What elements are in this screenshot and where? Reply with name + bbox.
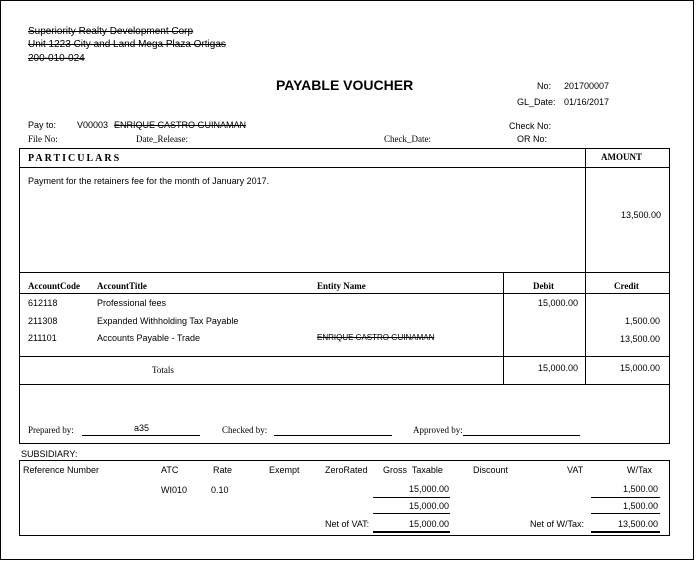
sub-discount-header: Discount bbox=[473, 465, 509, 475]
sub-gross-value: 15,000.00 bbox=[408, 484, 449, 494]
approved-by-label: Approved by: bbox=[413, 425, 463, 435]
divider bbox=[503, 272, 504, 384]
amount-header: AMOUNT bbox=[601, 152, 642, 162]
subsidiary-label: SUBSIDIARY: bbox=[21, 449, 78, 459]
net-wtax-label: Net of W/Tax: bbox=[530, 519, 585, 529]
account-title-header: AccountTitle bbox=[97, 281, 147, 291]
prepared-by-label: Prepared by: bbox=[28, 425, 74, 435]
sub-rate-header: Rate bbox=[213, 465, 233, 475]
row-3-code: 211101 bbox=[28, 333, 57, 343]
total-debit: 15,000.00 bbox=[537, 363, 578, 373]
row-1-code: 612118 bbox=[28, 298, 58, 308]
sub-zerorated-header: ZeroRated bbox=[325, 465, 368, 475]
divider bbox=[591, 497, 660, 498]
company-address: Unit 1223 City and Land Mega Plaza Ortigas bbox=[28, 39, 226, 50]
row-3-credit: 13,500.00 bbox=[619, 334, 660, 344]
sub-wtax-header: W/Tax bbox=[627, 465, 653, 475]
divider bbox=[19, 356, 670, 357]
row-1-title: Professional fees bbox=[97, 298, 167, 308]
divider bbox=[585, 148, 586, 384]
checked-signature-line bbox=[274, 435, 392, 436]
sub-gross-subtotal: 15,000.00 bbox=[408, 501, 449, 511]
divider bbox=[591, 531, 660, 533]
sub-vat-header: VAT bbox=[567, 465, 584, 475]
divider bbox=[591, 513, 660, 514]
payee-name: ENRIQUE CASTRO GUINAMAN bbox=[114, 120, 247, 130]
divider bbox=[373, 531, 450, 533]
divider bbox=[19, 167, 670, 168]
divider bbox=[19, 272, 670, 273]
row-1-debit: 15,000.00 bbox=[537, 298, 578, 308]
voucher-no-label: No: bbox=[537, 81, 552, 91]
account-code-header: AccountCode bbox=[28, 281, 80, 291]
approved-signature-line bbox=[463, 435, 580, 436]
file-no-label: File No: bbox=[28, 134, 58, 144]
row-2-code: 211308 bbox=[28, 316, 58, 326]
checked-by-label: Checked by: bbox=[222, 425, 268, 435]
net-vat-label: Net of VAT: bbox=[325, 519, 370, 529]
divider bbox=[373, 497, 450, 498]
row-3-entity: ENRIQUE CASTRO GUINAMAN bbox=[317, 333, 435, 342]
gl-date-value: 01/16/2017 bbox=[564, 97, 610, 107]
prepared-by-value: a35 bbox=[134, 423, 150, 433]
net-wtax-value: 13,500.00 bbox=[617, 519, 658, 529]
voucher-box bbox=[19, 148, 670, 444]
sub-rate-value: 0.10 bbox=[211, 485, 229, 495]
net-vat-value: 15,000.00 bbox=[408, 519, 449, 529]
row-2-title: Expanded Withholding Tax Payable bbox=[97, 316, 239, 326]
divider bbox=[19, 293, 670, 294]
totals-label: Totals bbox=[152, 365, 174, 375]
gl-date-label: GL_Date: bbox=[517, 97, 556, 107]
entity-name-header: Entity Name bbox=[317, 281, 366, 291]
credit-header: Credit bbox=[614, 281, 639, 291]
row-3-title: Accounts Payable - Trade bbox=[97, 333, 201, 343]
particulars-amount: 13,500.00 bbox=[620, 210, 661, 220]
page-title: PAYABLE VOUCHER bbox=[276, 77, 414, 93]
sub-reference-header: Reference Number bbox=[23, 465, 100, 475]
prepared-signature-line bbox=[82, 435, 200, 436]
total-credit: 15,000.00 bbox=[619, 363, 660, 373]
sub-wtax-value: 1,500.00 bbox=[622, 484, 658, 494]
sub-atc-value: WI010 bbox=[161, 485, 188, 495]
divider bbox=[19, 384, 670, 385]
company-name: Superiority Realty Development Corp bbox=[28, 26, 194, 37]
or-no-label: OR No: bbox=[517, 134, 548, 144]
payee-code: V00003 bbox=[77, 120, 109, 130]
sub-atc-header: ATC bbox=[161, 465, 179, 475]
divider bbox=[373, 513, 450, 514]
check-date-label: Check_Date: bbox=[384, 134, 431, 144]
voucher-no-value: 201700007 bbox=[564, 81, 610, 91]
sub-exempt-header: Exempt bbox=[269, 465, 300, 475]
row-2-credit: 1,500.00 bbox=[624, 316, 660, 326]
debit-header: Debit bbox=[533, 281, 554, 291]
pay-to-label: Pay to: bbox=[28, 120, 57, 130]
sub-gross-header: Gross Taxable bbox=[383, 465, 443, 475]
check-no-label: Check No: bbox=[509, 121, 552, 131]
sub-wtax-subtotal: 1,500.00 bbox=[622, 501, 658, 511]
particulars-description: Payment for the retainers fee for the month of January 2017. bbox=[28, 176, 270, 186]
date-release-label: Date_Release: bbox=[136, 134, 188, 144]
company-tin: 200-010-024 bbox=[28, 53, 85, 64]
particulars-header: PARTICULARS bbox=[28, 153, 122, 164]
